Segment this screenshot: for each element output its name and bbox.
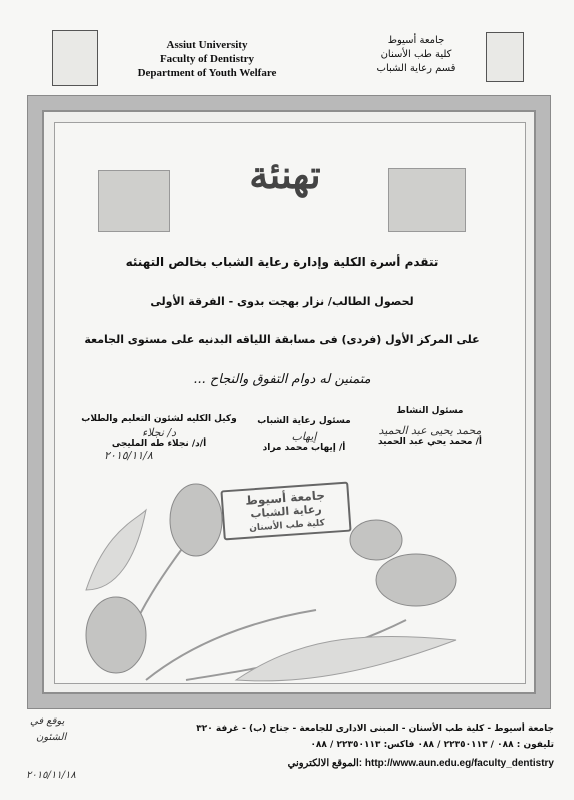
certificate-title: تهنئة	[249, 152, 321, 197]
margin-note-dept: الشئون	[36, 732, 67, 743]
university-logo-right	[486, 32, 524, 82]
student-line: لحصول الطالب/ نزار بهجت بدوى - الفرقة الأولى	[150, 295, 414, 308]
faculty-name-en: Faculty of Dentistry	[159, 53, 255, 65]
tulip-illustration	[76, 470, 496, 700]
footer-address: جامعة أسيوط - كلية طب الأسنان - المبنى الادارى للجامعة - جناح (ب) - غرفة ٣٢٠	[196, 724, 554, 734]
footer-phones: تليفون : ٠٨٨ / ٢٢٣٥٠١١٣ / ٠٨٨ فاكس: ٢٢٣٥٠١١٣ / ٠٨٨	[310, 740, 554, 750]
congrats-line: تتقدم أسرة الكلية وإدارة رعاية الشباب بخالص التهنئه	[125, 255, 439, 269]
university-name-en: Assiut University	[166, 39, 248, 51]
achievement-line: على المركز الأول (فردى) فى مسابقة اللياقه البدنيه على مستوى الجامعة	[84, 333, 480, 346]
signature-title: وكيل الكليه لشئون التعليم والطلاب	[81, 414, 237, 424]
wishes-line: متمنين له دوام التفوق والنجاح ...	[193, 372, 371, 387]
signature-vice-dean	[74, 414, 244, 462]
handwritten-signature: إيهاب	[291, 430, 317, 443]
stamp-line-department: رعاية الشباب	[249, 502, 323, 521]
department-name-en: Department of Youth Welfare	[137, 67, 277, 79]
tulip-flower	[170, 484, 222, 556]
footer-website: http://www.aun.edu.eg/faculty_dentistry :الموقع الالكتروني	[287, 758, 554, 769]
tulip-leaf	[236, 636, 456, 681]
handwritten-signature: محمد يحيى عبد الحميد	[378, 424, 482, 437]
department-name-ar: قسم رعاية الشباب	[376, 63, 456, 74]
university-logo-left	[52, 30, 98, 86]
signatory-name: أ/ محمد يحي عبد الحميد	[377, 437, 483, 447]
tulip-flower	[350, 520, 402, 560]
margin-note-date: ٢٠١٥/١١/١٨	[26, 770, 76, 781]
signature-youth-welfare	[244, 416, 364, 453]
games-clipart	[98, 170, 170, 232]
sports-clipart	[388, 168, 466, 232]
margin-note-sign: يوقع في	[30, 716, 65, 727]
handwritten-signature: د/ نجلاء	[142, 426, 176, 439]
signatory-name: أ/ إيهاب محمد مراد	[262, 443, 346, 453]
signatory-name: أ/د/ نجلاء طه المليجى	[111, 439, 207, 449]
stamp-line-university: جامعة أسيوط	[244, 488, 326, 508]
signature-activity	[370, 406, 490, 447]
signature-date: ٢٠١٥/١١/٨	[104, 449, 153, 462]
university-name-ar: جامعة أسيوط	[387, 35, 445, 46]
english-header	[122, 38, 292, 80]
stamp-line-faculty: كلية طب الأسنان	[248, 518, 326, 534]
arabic-header	[352, 34, 480, 76]
faculty-name-ar: كلية طب الأسنان	[380, 49, 452, 60]
signature-title: مسئول رعاية الشباب	[257, 416, 351, 426]
tulip-flower	[376, 554, 456, 606]
tulip-flower	[86, 597, 146, 673]
signature-title: مسئول النشاط	[396, 406, 464, 416]
tulip-leaf	[86, 510, 146, 590]
